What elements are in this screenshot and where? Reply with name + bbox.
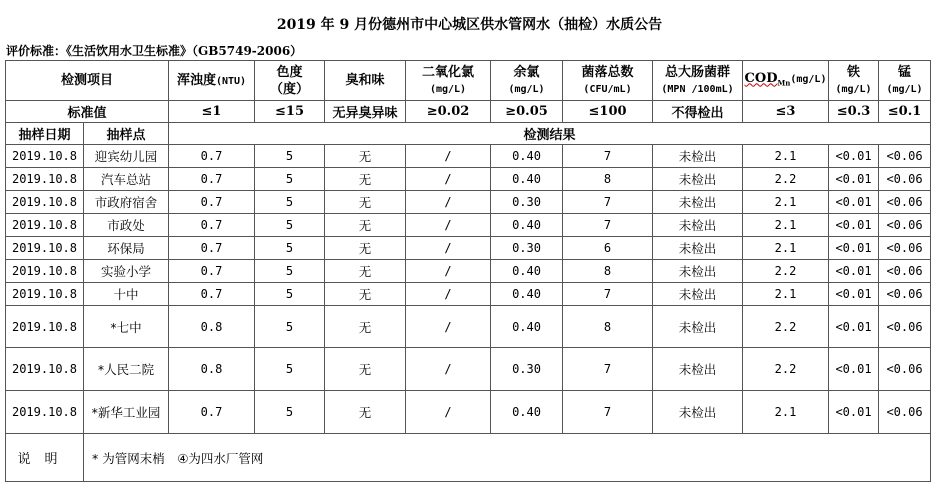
odor-value: 无 <box>325 214 406 237</box>
page-title: 2019 年 9 月份德州市中心城区供水管网水（抽检）水质公告 <box>276 17 663 33</box>
turbidity-value: 0.8 <box>169 348 255 391</box>
manganese-value: <0.06 <box>879 191 931 214</box>
color-value: 5 <box>255 306 325 348</box>
sample-site: 市政处 <box>84 214 169 237</box>
table-row <box>6 283 931 306</box>
section-header-row <box>6 123 931 145</box>
bacteria-value: 7 <box>563 348 653 391</box>
sample-site: 迎宾幼儿园 <box>84 145 169 168</box>
cod-value: 2.1 <box>743 237 829 260</box>
sample-site: 实验小学 <box>84 260 169 283</box>
note-label: 说明 <box>6 434 84 482</box>
coliform-value: 未检出 <box>653 214 743 237</box>
standard-cod: ≤3 <box>743 101 829 123</box>
color-value: 5 <box>255 260 325 283</box>
turbidity-value: 0.7 <box>169 283 255 306</box>
turbidity-value: 0.7 <box>169 391 255 434</box>
table-row <box>6 348 931 391</box>
coliform-value: 未检出 <box>653 283 743 306</box>
manganese-value: <0.06 <box>879 214 931 237</box>
sample-site: 环保局 <box>84 237 169 260</box>
manganese-value: <0.06 <box>879 348 931 391</box>
chlorine-dioxide-value: / <box>406 306 491 348</box>
data-rows <box>6 145 931 434</box>
standard-iron: ≤0.3 <box>829 101 879 123</box>
iron-value: <0.01 <box>829 237 879 260</box>
bacteria-value: 7 <box>563 191 653 214</box>
header-odor: 臭和味 <box>325 61 406 101</box>
odor-value: 无 <box>325 260 406 283</box>
cod-value: 2.1 <box>743 214 829 237</box>
header-row <box>6 61 931 101</box>
color-value: 5 <box>255 283 325 306</box>
odor-value: 无 <box>325 348 406 391</box>
standard-color: ≤15 <box>255 101 325 123</box>
coliform-value: 未检出 <box>653 348 743 391</box>
cod-value: 2.2 <box>743 306 829 348</box>
manganese-value: <0.06 <box>879 283 931 306</box>
residual-chlorine-value: 0.40 <box>491 145 563 168</box>
standard-bacteria: ≤100 <box>563 101 653 123</box>
color-value: 5 <box>255 348 325 391</box>
cod-value: 2.2 <box>743 260 829 283</box>
color-value: 5 <box>255 237 325 260</box>
coliform-value: 未检出 <box>653 191 743 214</box>
turbidity-value: 0.7 <box>169 214 255 237</box>
sample-date: 2019.10.8 <box>6 348 84 391</box>
chlorine-dioxide-value: / <box>406 214 491 237</box>
chlorine-dioxide-value: / <box>406 283 491 306</box>
standard-odor: 无异臭异味 <box>325 101 406 123</box>
sample-date: 2019.10.8 <box>6 168 84 191</box>
sample-date: 2019.10.8 <box>6 145 84 168</box>
chlorine-dioxide-value: / <box>406 168 491 191</box>
color-value: 5 <box>255 168 325 191</box>
iron-value: <0.01 <box>829 306 879 348</box>
evaluation-standard: 评价标准：《生活饮用水卫生标准》（GB5749-2006） <box>6 44 303 58</box>
iron-value: <0.01 <box>829 191 879 214</box>
header-iron: 铁 (mg/L) <box>829 61 879 101</box>
cod-value: 2.2 <box>743 348 829 391</box>
sample-site: *七中 <box>84 306 169 348</box>
chlorine-dioxide-value: / <box>406 348 491 391</box>
sample-date: 2019.10.8 <box>6 237 84 260</box>
color-value: 5 <box>255 191 325 214</box>
odor-value: 无 <box>325 168 406 191</box>
iron-value: <0.01 <box>829 260 879 283</box>
cod-value: 2.1 <box>743 191 829 214</box>
odor-value: 无 <box>325 191 406 214</box>
table-row <box>6 145 931 168</box>
header-coliform: 总大肠菌群 (MPN /100mL) <box>653 61 743 101</box>
header-color: 色度 （度） <box>255 61 325 101</box>
residual-chlorine-value: 0.30 <box>491 237 563 260</box>
bacteria-value: 7 <box>563 283 653 306</box>
header-turbidity: 浑浊度(NTU) <box>169 61 255 101</box>
odor-value: 无 <box>325 145 406 168</box>
coliform-value: 未检出 <box>653 237 743 260</box>
residual-chlorine-value: 0.40 <box>491 260 563 283</box>
header-date: 抽样日期 <box>6 123 84 145</box>
sample-date: 2019.10.8 <box>6 283 84 306</box>
header-results: 检测结果 <box>169 123 931 145</box>
chlorine-dioxide-value: / <box>406 391 491 434</box>
odor-value: 无 <box>325 391 406 434</box>
chlorine-dioxide-value: / <box>406 145 491 168</box>
sample-date: 2019.10.8 <box>6 306 84 348</box>
sample-date: 2019.10.8 <box>6 391 84 434</box>
iron-value: <0.01 <box>829 391 879 434</box>
residual-chlorine-value: 0.40 <box>491 391 563 434</box>
bacteria-value: 7 <box>563 145 653 168</box>
color-value: 5 <box>255 214 325 237</box>
sample-date: 2019.10.8 <box>6 214 84 237</box>
turbidity-value: 0.7 <box>169 237 255 260</box>
residual-chlorine-value: 0.40 <box>491 283 563 306</box>
cod-value: 2.1 <box>743 391 829 434</box>
residual-chlorine-value: 0.40 <box>491 306 563 348</box>
bacteria-value: 7 <box>563 214 653 237</box>
bacteria-value: 8 <box>563 260 653 283</box>
sample-date: 2019.10.8 <box>6 191 84 214</box>
turbidity-value: 0.8 <box>169 306 255 348</box>
standard-residual-chlorine: ≥0.05 <box>491 101 563 123</box>
header-item: 检测项目 <box>6 61 169 101</box>
header-site: 抽样点 <box>84 123 169 145</box>
manganese-value: <0.06 <box>879 391 931 434</box>
note-text: * 为管网末梢 ④为四水厂管网 <box>84 434 931 482</box>
manganese-value: <0.06 <box>879 145 931 168</box>
header-cod: $COD_{Mn}(mg/L)$ <box>743 61 829 101</box>
iron-value: <0.01 <box>829 348 879 391</box>
odor-value: 无 <box>325 283 406 306</box>
standard-label: 标准值 <box>6 101 169 123</box>
iron-value: <0.01 <box>829 145 879 168</box>
header-chlorine-dioxide: 二氧化氯 (mg/L) <box>406 61 491 101</box>
table-row <box>6 391 931 434</box>
manganese-value: <0.06 <box>879 168 931 191</box>
sample-site: 十中 <box>84 283 169 306</box>
sample-site: 汽车总站 <box>84 168 169 191</box>
table-row <box>6 168 931 191</box>
odor-value: 无 <box>325 306 406 348</box>
chlorine-dioxide-value: / <box>406 260 491 283</box>
standard-turbidity: ≤1 <box>169 101 255 123</box>
bacteria-value: 7 <box>563 391 653 434</box>
color-value: 5 <box>255 145 325 168</box>
odor-value: 无 <box>325 237 406 260</box>
coliform-value: 未检出 <box>653 168 743 191</box>
turbidity-value: 0.7 <box>169 191 255 214</box>
cod-value: 2.2 <box>743 168 829 191</box>
residual-chlorine-value: 0.30 <box>491 191 563 214</box>
residual-chlorine-value: 0.30 <box>491 348 563 391</box>
bacteria-value: 8 <box>563 168 653 191</box>
turbidity-value: 0.7 <box>169 260 255 283</box>
table-row <box>6 306 931 348</box>
table-row <box>6 214 931 237</box>
manganese-value: <0.06 <box>879 260 931 283</box>
iron-value: <0.01 <box>829 214 879 237</box>
residual-chlorine-value: 0.40 <box>491 168 563 191</box>
note-row <box>6 434 931 482</box>
header-bacteria: 菌落总数 (CFU/mL) <box>563 61 653 101</box>
water-quality-table <box>5 60 931 482</box>
residual-chlorine-value: 0.40 <box>491 214 563 237</box>
bacteria-value: 6 <box>563 237 653 260</box>
coliform-value: 未检出 <box>653 260 743 283</box>
header-residual-chlorine: 余氯 (mg/L) <box>491 61 563 101</box>
cod-value: 2.1 <box>743 145 829 168</box>
chlorine-dioxide-value: / <box>406 191 491 214</box>
sample-site: *新华工业园 <box>84 391 169 434</box>
turbidity-value: 0.7 <box>169 168 255 191</box>
iron-value: <0.01 <box>829 283 879 306</box>
bacteria-value: 8 <box>563 306 653 348</box>
table-row <box>6 191 931 214</box>
table-row <box>6 237 931 260</box>
table-row <box>6 260 931 283</box>
turbidity-value: 0.7 <box>169 145 255 168</box>
sample-site: 市政府宿舍 <box>84 191 169 214</box>
chlorine-dioxide-value: / <box>406 237 491 260</box>
standard-manganese: ≤0.1 <box>879 101 931 123</box>
coliform-value: 未检出 <box>653 306 743 348</box>
header-manganese: 锰 (mg/L) <box>879 61 931 101</box>
iron-value: <0.01 <box>829 168 879 191</box>
sample-site: *人民二院 <box>84 348 169 391</box>
manganese-value: <0.06 <box>879 306 931 348</box>
standard-row <box>6 101 931 123</box>
standard-chlorine-dioxide: ≥0.02 <box>406 101 491 123</box>
cod-value: 2.1 <box>743 283 829 306</box>
manganese-value: <0.06 <box>879 237 931 260</box>
color-value: 5 <box>255 391 325 434</box>
coliform-value: 未检出 <box>653 145 743 168</box>
coliform-value: 未检出 <box>653 391 743 434</box>
sample-date: 2019.10.8 <box>6 260 84 283</box>
standard-coliform: 不得检出 <box>653 101 743 123</box>
